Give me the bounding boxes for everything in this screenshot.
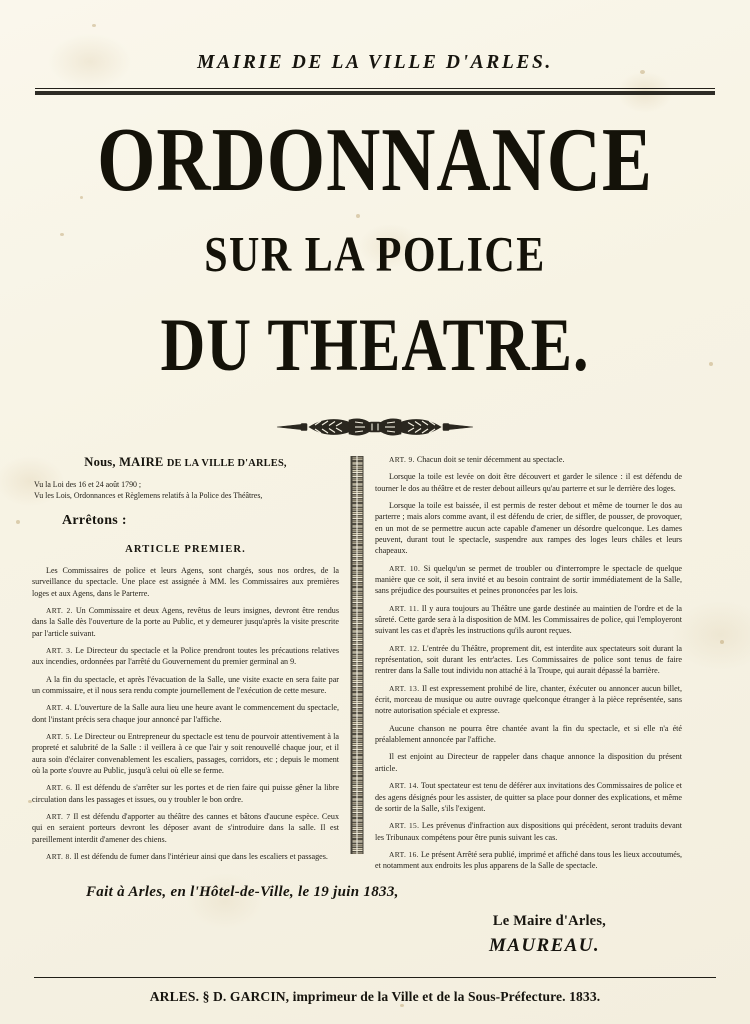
article-text: L'entrée du Théâtre, proprement dit, est interdite aux spectateurs soit durant la représentation, soit durant les entr'actes. Les Commissaires de police sont tenus de faire rentrer dans la Salle tout individu non attaché à la Troupe, qui aurait dépassé la barrière. — [375, 643, 683, 676]
article-number: ART. 16. — [389, 849, 419, 859]
article-paragraph — [32, 702, 339, 725]
left-column-body — [32, 565, 339, 863]
arretons-heading: Arrêtons : — [62, 512, 127, 528]
article-text: Lorsque la toile est baissée, il est permis de rester debout et même de tourner le dos au parterre ; mais alors comme avant, il est défendu de crier, de siffler, de pousser, de provoquer, en un mot de se permettre aucun acte capable d'amener un désordre quelconque. Les dames peuvent, durant tout le spectacle, suspendre aux rampes des loges leurs châles et leurs chapeaux. — [375, 501, 682, 556]
article-paragraph — [375, 820, 682, 843]
article-paragraph — [375, 500, 682, 557]
title-line-ordonnance: ORDONNANCE — [97, 109, 653, 211]
nous-maire-line — [32, 454, 339, 472]
article-text: Les prévenus d'infraction aux dispositions qui précèdent, seront traduits devant les Tribunaux compétens pour être punis suivant les cas. — [375, 821, 682, 842]
vu-line-2: Vu les Lois, Ordonnances et Règlemens relatifs à la Police des Théâtres, — [34, 491, 263, 501]
article-paragraph — [32, 851, 339, 862]
article-text: Un Commissaire et deux Agens, revêtus de leurs insignes, devront être rendus dans la Salle dès l'ouverture de la porte au Public, et y demeurer jusqu'après la visite prescrite par l'article suivant. — [32, 605, 340, 638]
maire-title-line: Le Maire d'Arles, — [492, 912, 606, 929]
article-paragraph — [32, 565, 339, 599]
article-paragraph — [375, 780, 682, 814]
article-number: ART. 5. — [46, 732, 72, 742]
article-text: Lorsque la toile est levée on doit être découvert et garder le silence : il est défendu de tourner le dos au théâtre et de rester debout ailleurs qu'au parterre et sur le derrière des loges. — [375, 472, 682, 493]
nous-maire: MAIRE — [119, 455, 164, 469]
article-text: Le présent Arrêté sera publié, imprimé et affiché dans tous les lieux accoutumés, et notamment aux endroits les plus apparens de la Salle de spectacle. — [375, 849, 683, 871]
article-paragraph — [375, 849, 682, 872]
nous-suffix: DE LA VILLE D'ARLES, — [166, 458, 287, 469]
header-rule-thin — [35, 88, 715, 89]
article-paragraph — [32, 731, 339, 776]
article-text: Il est enjoint au Directeur de rappeler dans chaque annonce la disposition du présent article. — [375, 752, 682, 773]
article-number: ART. 2. — [46, 605, 73, 615]
ornament-divider — [32, 414, 718, 440]
article-number: ART. 9. — [389, 455, 415, 464]
signature-block — [32, 884, 718, 957]
article-text: Il y aura toujours au Théâtre une garde destinée au maintien de l'ordre et de la sûreté. Cette garde sera à la disposition de MM. les Commissaires de police, qui l'employeront suivant les cas et d'après les instructions qu'ils auront reçues. — [375, 603, 682, 636]
column-divider — [345, 454, 369, 872]
article-paragraph — [375, 643, 682, 677]
article-number: ART. 7 — [46, 812, 71, 822]
article-number: ART. 4. — [46, 703, 73, 713]
article-text: Le Directeur ou Entrepreneur du spectacle est tenu de pourvoir attentivement à la propreté et salubrité de la Salle : il veillera à ce que l'air y soit renouvellé chaque jour, et il aura soin d'éclairer convenablement les escaliers, passages, corridors, etc ; depuis le moment où la porte s'ouvre au Public, jusqu'à celui où elle se ferme. — [32, 732, 339, 776]
article-number: ART. 6. — [46, 783, 73, 793]
article-text: Si quelqu'un se permet de troubler ou d'interrompre le spectacle de quelque manière que ce soit, il sera invité et au besoin contraint de sortir immédiatement de la Salle, sans préjudice des poursuites et peines prononcées par les lois. — [375, 563, 683, 596]
ornament-icon — [275, 414, 475, 440]
article-number: ART. 12. — [389, 643, 420, 653]
article-paragraph — [32, 674, 339, 697]
poster-title — [32, 109, 718, 388]
article-columns — [32, 454, 718, 872]
header-rule-thick — [35, 91, 715, 95]
article-number: ART. 8. — [46, 852, 72, 862]
article-paragraph — [375, 471, 682, 494]
article-text: L'ouverture de la Salle aura lieu une heure avant le commencement du spectacle, dont l'instant précis sera chaque jour annoncé par l'affiche. — [32, 703, 340, 724]
article-paragraph — [375, 723, 682, 746]
vu-line-1: Vu la Loi des 16 et 24 août 1790 ; — [34, 479, 142, 489]
article-number: ART. 10. — [389, 563, 421, 573]
article-paragraph — [32, 645, 339, 668]
article-text: Aucune chanson ne pourra être chantée avant la fin du spectacle, et si elle n'a été préalablement annoncée par l'affiche. — [375, 723, 682, 745]
left-column — [32, 454, 345, 872]
right-column — [369, 454, 682, 872]
article-number: ART. 11. — [389, 603, 420, 613]
article-text: Il est défendu de fumer dans l'intérieur ainsi que dans les escaliers et passages. — [73, 852, 328, 862]
article-paragraph — [375, 454, 682, 465]
mairie-header: MAIRIE DE LA VILLE D'ARLES. — [197, 52, 553, 73]
article-paragraph — [375, 683, 682, 717]
title-line-du-theatre: DU THEATRE. — [160, 304, 590, 388]
nous-prefix: Nous, — [84, 455, 116, 469]
article-text: Le Directeur du spectacle et la Police prendront toutes les précautions relatives aux incendies, ordonnées par l'arrêté du Gouvernement du premier germinal an 9. — [32, 645, 340, 667]
article-paragraph — [32, 782, 339, 805]
article-paragraph — [375, 603, 682, 637]
footer-rule — [34, 977, 716, 979]
article-paragraph — [32, 605, 339, 639]
article-number: ART. 14. — [389, 781, 419, 791]
printer-imprint: ARLES. § D. GARCIN, imprimeur de la Ville et de la Sous-Préfecture. 1833. — [149, 989, 601, 1005]
article-paragraph — [375, 563, 682, 597]
article-text: Il est défendu de s'arrêter sur les portes et de rien faire qui puisse gêner la libre circulation dans les passages et issues, ou y troubler le bon ordre. — [32, 783, 340, 804]
article-number: ART. 15. — [389, 821, 420, 831]
title-line-sur-la-police: SUR LA POLICE — [204, 228, 546, 283]
article-text: Il est expressement prohibé de lire, chanter, éxécuter ou annoncer aucun billet, écrit, morceau de musique ou autre ouvrage quelconque étranger à la pièce représentée, sans notre autorisation spéciale et expresse. — [375, 683, 682, 716]
article-text: Tout spectateur est tenu de déférer aux invitations des Commissaires de police et des agens désignés pour les assister, de quitter sa place pour donner des explications, et même de sortir de la Salle, s'ils l'exigent. — [375, 781, 682, 813]
article-text: Les Commissaires de police et leurs Agens, sont chargés, sous nos ordres, de la surveillance du spectacle. Une place est assignée à MM. les Commissaires aux premières loges et aux Agens, dans le Parterre. — [32, 565, 339, 598]
article-number: ART. 3. — [46, 645, 73, 655]
article-number: ART. 13. — [389, 683, 420, 693]
article-paragraph — [32, 811, 339, 845]
article-premier-heading: ARTICLE PREMIER. — [125, 544, 246, 556]
article-paragraph — [375, 751, 682, 774]
article-text: Chacun doit se tenir décemment au spectacle. — [416, 455, 565, 464]
mayor-signature-name: MAUREAU. — [489, 934, 600, 956]
article-text: A la fin du spectacle, et après l'évacuation de la Salle, une visite exacte en sera faite par un commissaire, et il nous sera rendu compte journellement de l'exécution de cette mesure. — [32, 674, 339, 696]
column-divider-spine — [356, 456, 358, 854]
article-text: Il est défendu d'apporter au théâtre des cannes et bâtons d'aucune espèce. Ceux qui en seraient porteurs devront les déposer avant de s'introduire dans la salle. Il est pareillement interdit d'amener des chiens. — [32, 812, 339, 844]
fait-a-arles-line: Fait à Arles, en l'Hôtel-de-Ville, le 19 juin 1833, — [86, 883, 399, 900]
